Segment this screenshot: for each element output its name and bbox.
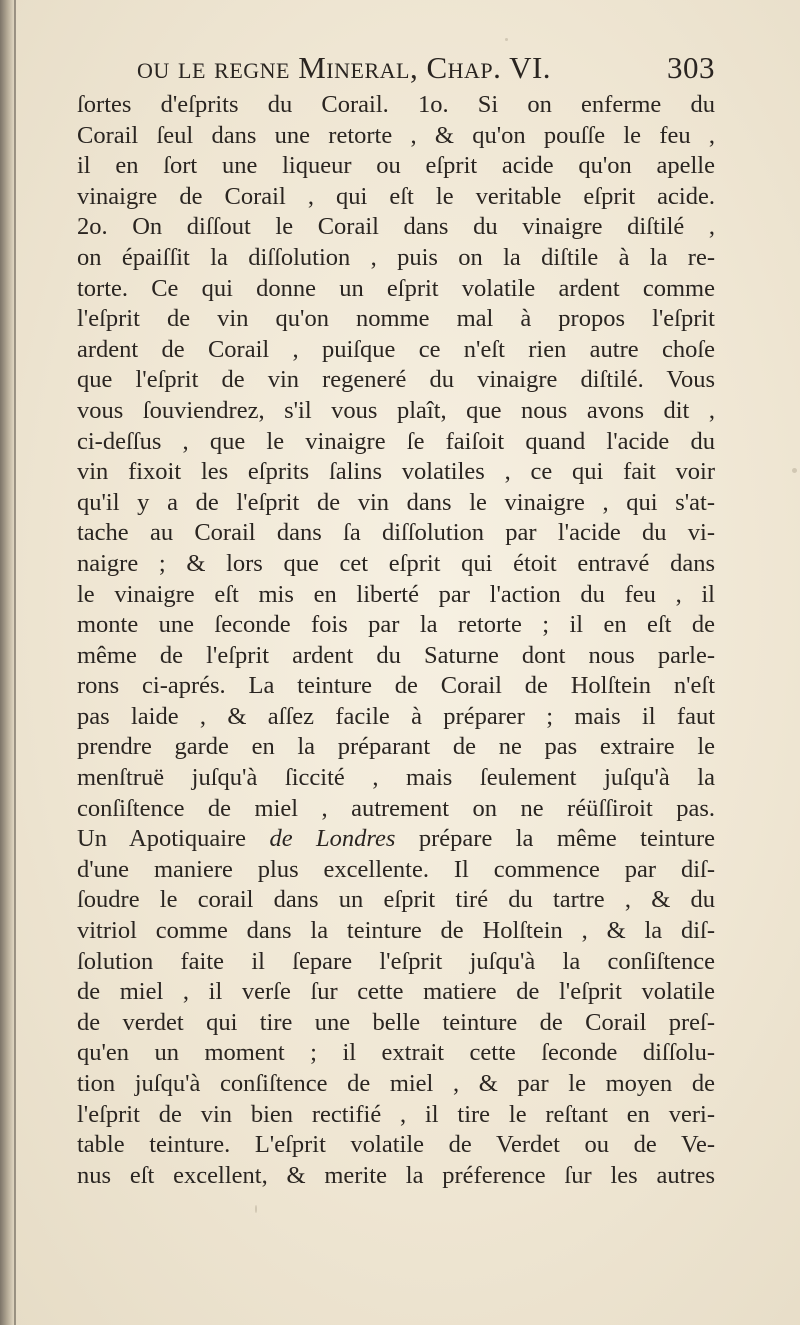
text-line: rons ci-aprés. La teinture de Corail de Holſtein n'eſt (77, 672, 715, 700)
paper-speck (792, 468, 797, 473)
text-line: Un Apotiquaire de Londres prépare la même teinture (77, 825, 715, 853)
paper-speck (255, 1205, 257, 1213)
italic-place-name: de Londres (269, 825, 396, 853)
text-line: pas laide , & aſſez facile à préparer ; mais il faut (77, 702, 715, 730)
text-line: naigre ; & lors que cet eſprit qui étoit entravé dans (77, 549, 715, 577)
text-line: tion juſqu'à conſiſtence de miel , & par le moyen de (77, 1070, 715, 1097)
text-line: Corail ſeul dans une retorte , & qu'on pouſſe le feu , (77, 121, 715, 149)
text-line: torte. Ce qui donne un eſprit volatile ardent comme (77, 274, 715, 302)
page-number: 303 (667, 50, 715, 85)
text-line: vitriol comme dans la teinture de Holſtein , & la diſ- (77, 917, 715, 945)
text-line: vin fixoit les eſprits ſalins volatiles , ce qui fait voir (77, 458, 715, 486)
text-line: ſolution faite il ſepare l'eſprit juſqu'à la conſiſtence (77, 947, 715, 975)
text-line: l'eſprit de vin qu'on nomme mal à propos l'eſprit (77, 305, 715, 333)
page-edge (14, 0, 16, 1325)
text-line: ſoudre le corail dans un eſprit tiré du tartre , & du (77, 886, 715, 914)
text-line: on épaiſſit la diſſolution , puis on la diſtile à la re- (77, 243, 715, 271)
text-line: le vinaigre eſt mis en liberté par l'action du feu , il (77, 580, 715, 608)
running-title: ou le regne Mineral, Chap. VI. (137, 50, 552, 85)
text-line: nus eſt excellent, & merite la préference ſur les autres (77, 1161, 715, 1189)
text-line: qu'en un moment ; il extrait cette ſeconde diſſolu- (77, 1039, 715, 1067)
text-line: prendre garde en la préparant de ne pas extraire le (77, 733, 715, 761)
text-line: menſtruë juſqu'à ſiccité , mais ſeulement juſqu'à la (77, 764, 715, 792)
text-line: ci-deſſus , que le vinaigre ſe faiſoit quand l'acide du (77, 427, 715, 455)
text-line: de verdet qui tire une belle teinture de Corail preſ- (77, 1008, 715, 1036)
text-line: 2o. On diſſout le Corail dans du vinaigre diſtilé , (77, 213, 715, 241)
text-line: conſiſtence de miel , autrement on ne réüſſiroit pas. (77, 794, 715, 822)
text-line: vinaigre de Corail , qui eſt le veritable eſprit acide. (77, 182, 715, 210)
text-line: que l'eſprit de vin regeneré du vinaigre diſtilé. Vous (77, 366, 715, 394)
text-line: tache au Corail dans ſa diſſolution par l'acide du vi- (77, 519, 715, 547)
text-line: même de l'eſprit ardent du Saturne dont nous parle- (77, 641, 715, 669)
text-line: monte une ſeconde fois par la retorte ; il en eſt de (77, 611, 715, 639)
text-line: vous ſouviendrez, s'il vous plaît, que nous avons dit , (77, 396, 715, 424)
text-line: table teinture. L'eſprit volatile de Verdet ou de Ve- (77, 1131, 715, 1159)
text-line: qu'il y a de l'eſprit de vin dans le vinaigre , qui s'at- (77, 488, 715, 516)
text-line: de miel , il verſe ſur cette matiere de l'eſprit volatile (77, 978, 715, 1006)
text-line: ardent de Corail , puiſque ce n'eſt rien autre choſe (77, 335, 715, 363)
text-line: l'eſprit de vin bien rectifié , il tire le reſtant en veri- (77, 1100, 715, 1128)
text-line: il en ſort une liqueur ou eſprit acide qu'on apelle (77, 152, 715, 180)
text-line: ſortes d'eſprits du Corail. 1o. Si on enferme du (77, 91, 715, 118)
text-line: d'une maniere plus excellente. Il commence par diſ- (77, 855, 715, 883)
body-text (77, 90, 715, 1191)
paper-speck (505, 38, 508, 41)
